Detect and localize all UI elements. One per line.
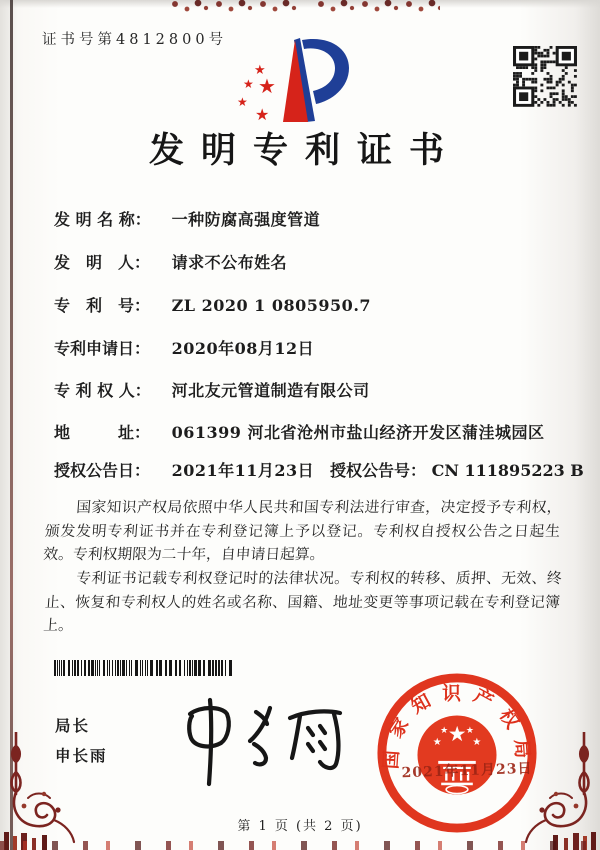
- field-address: [54, 420, 544, 443]
- field-value: 061399 河北省沧州市盐山经济开发区蒲洼城园区: [171, 423, 545, 442]
- field-inventor: [54, 250, 287, 273]
- field-label: 授权公告日：: [54, 461, 151, 480]
- field-label: 发 明 名 称：: [54, 210, 151, 229]
- signer-title: 局长: [55, 716, 91, 735]
- certificate-title: 发明专利证书: [148, 130, 461, 171]
- cnipa-logo-icon: [236, 34, 366, 130]
- field-value: ZL 2020 1 0805950.7: [171, 296, 372, 315]
- signature: [148, 694, 358, 789]
- field-value: 请求不公布姓名: [171, 253, 288, 272]
- field-value: 河北友元管道制造有限公司: [171, 381, 370, 400]
- legal-paragraph: 国家知识产权局依照中华人民共和国专利法进行审查，决定授予专利权，颁发发明专利证书并在专利登记簿上予以登记。专利权自授权公告之日起生效。专利权期限为二十年，自申请日起算。: [42, 499, 563, 563]
- logo-star-icon: ★: [237, 95, 248, 109]
- legal-text: [42, 496, 563, 637]
- certificate-number: 证书号第4812800号: [42, 32, 228, 48]
- emblem-big-star-icon: ★: [447, 722, 467, 747]
- logo-star-icon: ★: [243, 77, 254, 91]
- field-label: 专利申请日：: [54, 339, 151, 358]
- field-label: 发 明 人：: [54, 253, 151, 272]
- field-label: 授权公告号：: [330, 461, 427, 480]
- seal-date: 2021年11月23日: [401, 760, 533, 782]
- field-value: 2021年11月23日: [171, 461, 315, 480]
- corner-ornament: [488, 732, 600, 850]
- qr-code: [513, 46, 577, 107]
- barcode: [54, 660, 236, 676]
- field-grant-date: [54, 458, 314, 481]
- emblem-small-star-icon: ★: [472, 737, 482, 749]
- field-invention-name: [54, 207, 320, 230]
- signer-name: 申长雨: [55, 746, 108, 765]
- field-application-date: [54, 336, 314, 359]
- field-patent-number: [54, 293, 371, 316]
- emblem-small-star-icon: ★: [440, 726, 449, 737]
- top-ornament-left-segment: [168, 0, 300, 13]
- field-grant-number: [330, 458, 584, 481]
- field-value: 2020年08月12日: [171, 339, 315, 358]
- field-label: 专 利 权 人：: [54, 381, 151, 400]
- field-label: 地 址：: [54, 423, 151, 442]
- logo-star-icon: ★: [258, 74, 276, 98]
- field-value: CN 111895223 B: [431, 461, 584, 480]
- seal-org-text: 国家知识产权局: [379, 682, 535, 770]
- bottom-border-pattern: [0, 841, 600, 850]
- logo-star-icon: ★: [254, 63, 266, 78]
- page-number: 第 1 页 (共 2 页): [237, 819, 363, 834]
- field-value: 一种防腐高强度管道: [171, 210, 321, 229]
- legal-paragraph: 专利证书记载专利权登记时的法律状况。专利权的转移、质押、无效、终止、恢复和专利权人的姓名或名称、国籍、地址变更等事项记载在专利登记簿上。: [42, 569, 563, 634]
- emblem-small-star-icon: ★: [432, 737, 442, 749]
- field-label: 专 利 号：: [54, 296, 151, 315]
- logo-star-icon: ★: [255, 105, 270, 124]
- top-ornament-right-segment: [314, 0, 440, 13]
- emblem-small-star-icon: ★: [465, 726, 474, 737]
- field-patentee: [54, 378, 370, 401]
- photo-top-shade: [0, 0, 600, 8]
- corner-ornament: [0, 732, 112, 850]
